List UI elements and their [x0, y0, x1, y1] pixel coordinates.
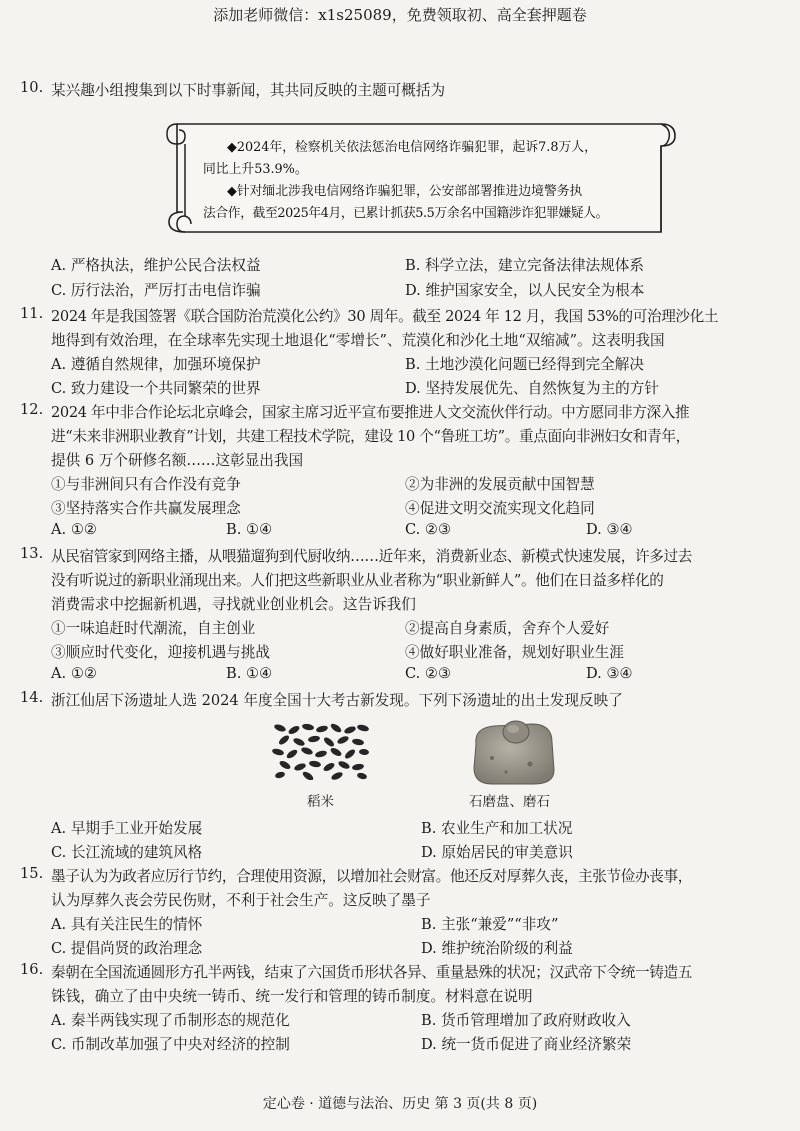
option-c[interactable]: C. 厉行法治，严厉打击电信诈骗	[51, 282, 261, 299]
scroll-frame-icon	[163, 114, 683, 244]
option-a[interactable]: A. 具有关注民生的情怀	[51, 916, 203, 933]
option-c[interactable]: C. ②③	[405, 665, 452, 682]
news-item-1-line-2: 同比上升53.9%。	[203, 162, 308, 177]
question-stem-line-1: 2024 年中非合作论坛北京峰会，国家主席习近平宣布要推进人文交流伙伴行动。中方愿同非方深入推	[51, 404, 690, 421]
news-item-1-line-1: ◆2024年，检察机关依法惩治电信网络诈骗犯罪，起诉7.8万人，	[227, 140, 597, 155]
question-number: 14.	[20, 689, 44, 706]
grinding-stone-caption: 石磨盘、磨石	[469, 794, 550, 810]
statement-3: ③顺应时代变化，迎接机遇与挑战	[51, 644, 270, 661]
option-d[interactable]: D. 维护统治阶级的利益	[421, 940, 573, 957]
question-stem-line-1: 2024 年是我国签署《联合国防治荒漠化公约》30 周年。截至 2024 年 12 月，我国 53%的可治理沙化土	[51, 308, 719, 325]
option-a[interactable]: A. ①②	[51, 521, 97, 538]
question-stem-line-2: 认为厚葬久丧会劳民伤财，不利于社会生产。这反映了墨子	[51, 892, 431, 909]
option-b[interactable]: B. 主张“兼爱”“非攻”	[421, 916, 559, 933]
option-d[interactable]: D. 统一货币促进了商业经济繁荣	[421, 1036, 632, 1053]
option-a[interactable]: A. 遵循自然规律，加强环境保护	[51, 356, 261, 373]
news-scroll	[163, 114, 683, 244]
rice-caption: 稻米	[307, 794, 334, 810]
grinding-stone-image	[470, 714, 556, 786]
statement-4: ④做好职业准备，规划好职业生涯	[405, 644, 624, 661]
question-stem-line-2: 进“未来非洲职业教育”计划，共建工程技术学院，建设 10 个“鲁班工坊”。重点面向非洲妇女和青年，	[51, 428, 690, 445]
statement-4: ④促进文明交流实现文化趋同	[405, 500, 595, 517]
question-stem-line-2: 地得到有效治理，在全球率先实现土地退化“零增长”、荒漠化和沙化土地“双缩减”。这表明我国	[51, 332, 665, 349]
option-a[interactable]: A. 秦半两钱实现了币制形态的规范化	[51, 1012, 290, 1029]
question-stem: 浙江仙居下汤遗址人选 2024 年度全国十大考古新发现。下列下汤遗址的出土发现反映了	[51, 692, 623, 709]
question-stem-line-2: 没有听说过的新职业涌现出来。人们把这些新职业从业者称为“职业新鲜人”。他们在日益多样化的	[51, 572, 664, 589]
option-a[interactable]: A. 早期手工业开始发展	[51, 820, 203, 837]
question-stem-line-1: 秦朝在全国流通圆形方孔半两钱，结束了六国货币形状各异、重量悬殊的状况；汉武帝下令统一铸造五	[51, 964, 692, 981]
news-item-2-line-1: ◆针对缅北涉我电信网络诈骗犯罪，公安部部署推进边境警务执	[227, 184, 583, 199]
option-d[interactable]: D. 原始居民的审美意识	[421, 844, 573, 861]
option-c[interactable]: C. 长江流域的建筑风格	[51, 844, 203, 861]
question-number: 10.	[20, 79, 44, 96]
question-number: 11.	[20, 305, 44, 322]
rice-grains-image	[272, 722, 370, 780]
question-stem-line-2: 铢钱，确立了由中央统一铸币、统一发行和管理的铸币制度。材料意在说明	[51, 988, 533, 1005]
option-c[interactable]: C. 提倡尚贤的政治理念	[51, 940, 203, 957]
page-header-watermark: 添加老师微信：x1s25089，免费领取初、高全套押题卷	[213, 6, 587, 24]
question-number: 12.	[20, 401, 44, 418]
option-c[interactable]: C. 致力建设一个共同繁荣的世界	[51, 380, 261, 397]
news-item-2-line-2: 法合作，截至2025年4月，已累计抓获5.5万余名中国籍涉诈犯罪嫌疑人。	[203, 206, 608, 221]
option-d[interactable]: D. ③④	[586, 665, 633, 682]
question-stem: 某兴趣小组搜集到以下时事新闻，其共同反映的主题可概括为	[51, 82, 446, 99]
option-d[interactable]: D. 坚持发展优先、自然恢复为主的方针	[405, 380, 659, 397]
option-c[interactable]: C. 币制改革加强了中央对经济的控制	[51, 1036, 290, 1053]
option-c[interactable]: C. ②③	[405, 521, 452, 538]
option-b[interactable]: B. 农业生产和加工状况	[421, 820, 573, 837]
option-d[interactable]: D. 维护国家安全，以人民安全为根本	[405, 282, 645, 299]
question-number: 16.	[20, 961, 44, 978]
statement-2: ②提高自身素质，舍弃个人爱好	[405, 620, 610, 637]
option-b[interactable]: B. 科学立法，建立完备法律法规体系	[405, 257, 644, 274]
option-d[interactable]: D. ③④	[586, 521, 633, 538]
statement-1: ①一味追赶时代潮流，自主创业	[51, 620, 256, 637]
option-a[interactable]: A. 严格执法，维护公民合法权益	[51, 257, 261, 274]
question-stem-line-3: 消费需求中挖掘新机遇，寻找就业创业机会。这告诉我们	[51, 596, 416, 613]
question-stem-line-1: 从民宿管家到网络主播，从喂猫遛狗到代厨收纳……近年来，消费新业态、新模式快速发展，许多过去	[51, 548, 692, 565]
option-b[interactable]: B. 货币管理增加了政府财政收入	[421, 1012, 631, 1029]
question-number: 15.	[20, 865, 44, 882]
statement-1: ①与非洲间只有合作没有竞争	[51, 476, 241, 493]
option-b[interactable]: B. ①④	[226, 521, 273, 538]
option-a[interactable]: A. ①②	[51, 665, 97, 682]
option-b[interactable]: B. ①④	[226, 665, 273, 682]
page-footer: 定心卷 · 道德与法治、历史 第 3 页(共 8 页)	[262, 1096, 538, 1112]
option-b[interactable]: B. 土地沙漠化问题已经得到完全解决	[405, 356, 644, 373]
statement-2: ②为非洲的发展贡献中国智慧	[405, 476, 595, 493]
question-stem-line-3: 提供 6 万个研修名额……这彰显出我国	[51, 452, 304, 469]
question-number: 13.	[20, 545, 44, 562]
question-stem-line-1: 墨子认为为政者应厉行节约，合理使用资源，以增加社会财富。他还反对厚葬久丧，主张节俭办丧事，	[51, 868, 692, 885]
statement-3: ③坚持落实合作共赢发展理念	[51, 500, 241, 517]
